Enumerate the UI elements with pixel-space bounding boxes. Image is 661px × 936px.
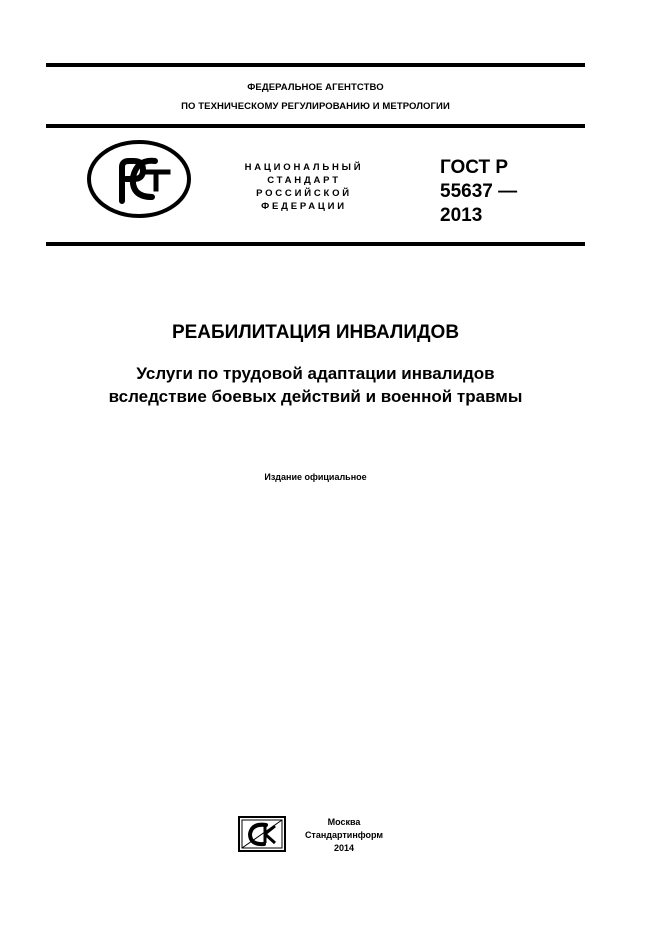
agency-name-line-2: ПО ТЕХНИЧЕСКОМУ РЕГУЛИРОВАНИЮ И МЕТРОЛОГИИ — [181, 101, 450, 112]
national-standard-line: РОССИЙСКОЙ — [256, 188, 352, 199]
document-title: РЕАБИЛИТАЦИЯ ИНВАЛИДОВ — [171, 322, 460, 343]
document-subtitle — [46, 362, 585, 408]
national-standard-line: ФЕДЕРАЦИИ — [261, 201, 347, 212]
standard-code-line: 2013 — [440, 205, 483, 226]
edition-note: Издание официальное — [264, 472, 367, 482]
standard-code-line: 55637 — — [440, 181, 518, 202]
header-middle-rule — [46, 124, 585, 128]
agency-name-line-1: ФЕДЕРАЛЬНОЕ АГЕНТСТВО — [247, 82, 384, 93]
subtitle-line: Услуги по трудовой адаптации инвалидов — [136, 364, 495, 383]
publisher-city: Москва — [327, 817, 361, 827]
standard-code-line: ГОСТ Р — [440, 157, 509, 178]
publisher-name: Стандартинформ — [304, 830, 384, 840]
gost-r-emblem-icon — [86, 139, 192, 219]
standartinform-logo-icon — [238, 816, 286, 852]
publication-year: 2014 — [333, 843, 355, 853]
standard-code — [440, 156, 517, 228]
publisher-info — [294, 816, 394, 855]
national-standard-label — [232, 161, 376, 213]
national-standard-line: НАЦИОНАЛЬНЫЙ — [244, 162, 364, 173]
subtitle-line: вследствие боевых действий и военной травмы — [108, 387, 523, 406]
national-standard-line: СТАНДАРТ — [267, 175, 341, 186]
header-bottom-rule — [46, 242, 585, 246]
header-top-rule — [46, 63, 585, 67]
